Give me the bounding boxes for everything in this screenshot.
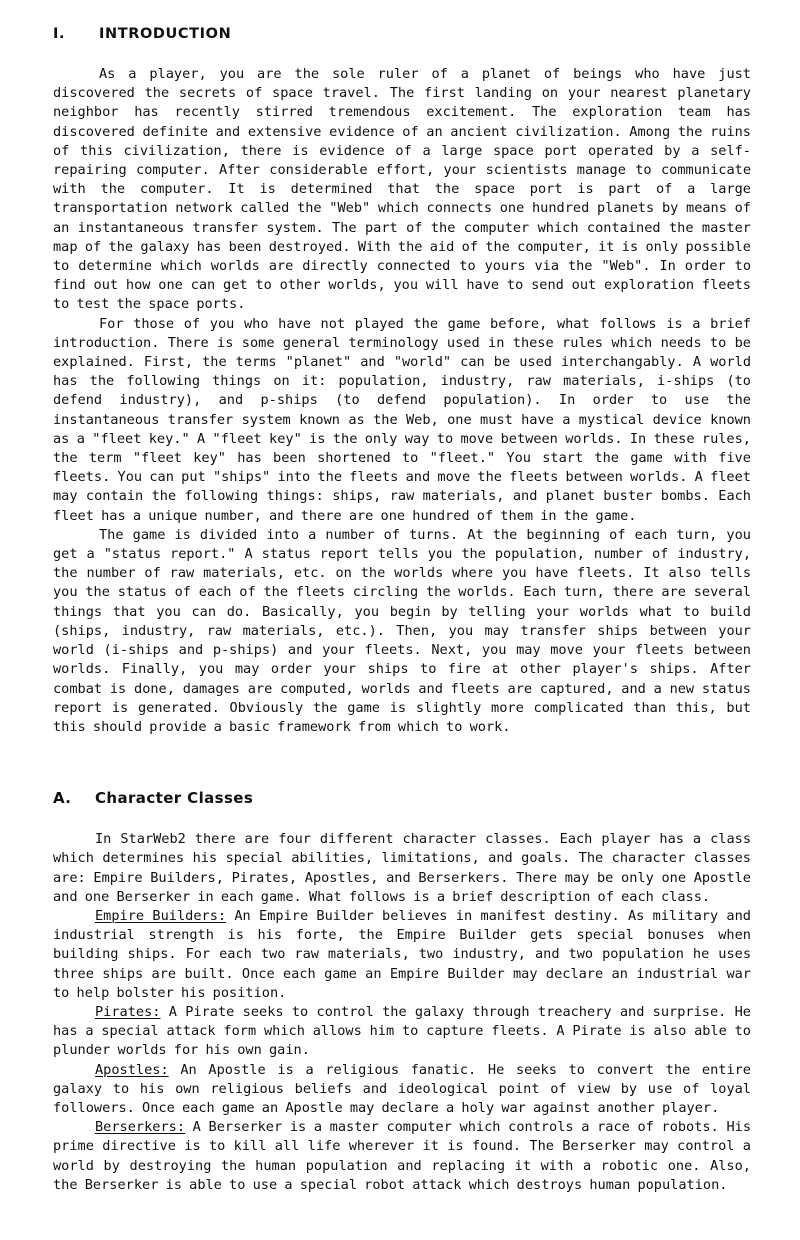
class-description: An Apostle is a religious fanatic. He seeks to convert the entire galaxy to his own religious beliefs and ideological point of view by use of loyal followers. Once each game an Apostle may declare a holy war against another player.	[53, 1061, 751, 1116]
class-apostles	[53, 1061, 751, 1119]
class-term: Pirates:	[95, 1003, 161, 1020]
class-description: A Berserker is a master computer which controls a race of robots. His prime directive is to kill all life wherever it is found. The Berserker may control a world by destroying the human population and replacing it with a robotic one. Also, the Berserker is able to use a special robot attack which destroys human population.	[53, 1119, 751, 1193]
intro-paragraph-3: The game is divided into a number of turns. At the beginning of each turn, you get a "status report." A status report tells you the population, number of industry, the number of raw materials, etc. on the worlds where you have fleets. It also tells you the status of each of the fleets circling the worlds. Each turn, there are several things that you can do. Basically, you begin by telling your worlds what to build (ships, industry, raw materials, etc.). Then, you may transfer ships between your world (i-ships and p-ships) and your fleets. Next, you may move your fleets between worlds. Finally, you may order your ships to fire at other player's ships. After combat is done, damages are computed, worlds and fleets are captured, and a new status report is generated. Obviously the game is slightly more complicated than this, but this should provide a basic framework from which to work.	[53, 526, 751, 735]
class-empire-builders	[53, 907, 751, 1003]
class-pirates	[53, 1003, 751, 1061]
class-term: Apostles:	[95, 1061, 169, 1078]
intro-paragraph-2: For those of you who have not played the game before, what follows is a brief introduction. There is some general terminology used in these rules which needs to be explained. First, the terms "planet" and "world" can be used interchangably. A world has the following things on it: population, industry, raw materials, i-ships (to defend industry), and p-ships (to defend population). In order to use the instantaneous transfer system known as the Web, one must have a mystical device known as a "fleet key." A "fleet key" is the only way to move between worlds. In these rules, the term "fleet key" has been shortened to "fleet." You start the game with five fleets. You can put "ships" into the fleets and move the fleets between worlds. A fleet may contain the following things: ships, raw materials, and planet buster bombs. Each fleet has a unique number, and there are one hundred of them in the game.	[53, 315, 751, 524]
introduction-heading	[53, 26, 751, 42]
character-classes-heading	[53, 789, 751, 807]
subsection-title: Character Classes	[95, 789, 254, 808]
rulebook-page	[53, 26, 751, 1195]
class-term: Berserkers:	[95, 1119, 186, 1136]
class-term: Empire Builders:	[95, 907, 227, 924]
subsection-number: A.	[53, 789, 72, 808]
class-description: A Pirate seeks to control the galaxy through treachery and surprise. He has a special attack form which allows him to capture fleets. A Pirate is also able to plunder worlds for his own gain.	[53, 1003, 751, 1059]
intro-paragraph-1: As a player, you are the sole ruler of a planet of beings who have just discovered the secrets of space travel. The first landing on your nearest planetary neighbor has recently stirred tremendous excitement. The exploration team has discovered definite and extensive evidence of an ancient civilization. Among the ruins of this civilization, there is evidence of a large space port operated by a self-repairing computer. After considerable effort, your scientists manage to communicate with the computer. It is determined that the space port is part of a large transportation network called the "Web" which connects one hundred planets by means of an instantaneous transfer system. The part of the computer which contained the master map of the galaxy has been destroyed. With the aid of the computer, it is only possible to determine which worlds are directly connected to yours via the "Web". In order to find out how one can get to other worlds, you will have to send out exploration fleets to test the space ports.	[53, 66, 751, 313]
class-description: An Empire Builder believes in manifest destiny. As military and industrial strength is his forte, the Empire Builder gets special bonuses when building ships. For each two raw materials, two industry, and two population he uses three ships are built. Once each game an Empire Builder may declare an industrial war to help bolster his position.	[53, 907, 751, 1001]
class-berserkers	[53, 1118, 751, 1195]
section-title: INTRODUCTION	[99, 26, 232, 42]
section-number: I.	[53, 26, 66, 42]
classes-intro-paragraph: In StarWeb2 there are four different character classes. Each player has a class which determines his special abilities, limitations, and goals. The character classes are: Empire Builders, Pirates, Apostles, and Berserkers. There may be only one Apostle and one Berserker in each game. What follows is a brief description of each class.	[53, 831, 751, 905]
